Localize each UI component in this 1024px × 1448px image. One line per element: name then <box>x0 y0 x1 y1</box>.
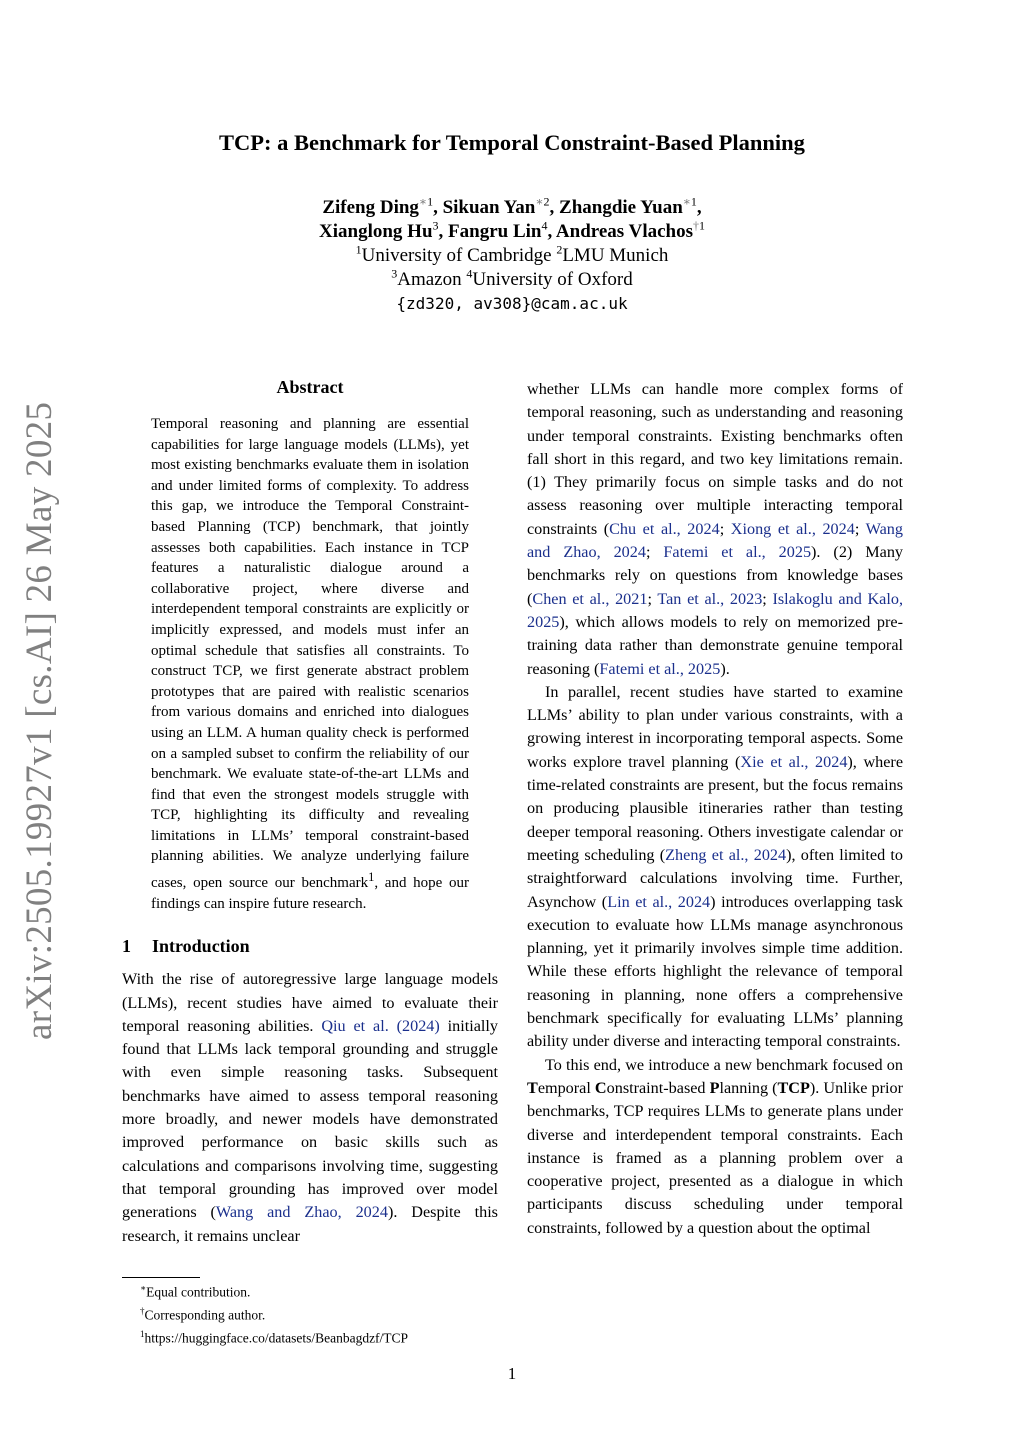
footnote-text: Equal contribution. <box>146 1284 251 1300</box>
affiliation-name: University of Oxford <box>472 269 633 290</box>
affiliation-name: Amazon <box>397 269 462 290</box>
affiliation-line-1 <box>0 244 1024 268</box>
affiliation-number: 2 <box>556 242 563 257</box>
section-title: Introduction <box>152 936 250 957</box>
footnote-mark: † <box>140 1306 145 1316</box>
citation-link[interactable]: Chen et al., 2021 <box>532 589 648 608</box>
author-name: Zhangdie Yuan <box>559 197 683 218</box>
right-column <box>527 378 903 1240</box>
acronym-letter: P <box>709 1078 720 1097</box>
acronym-letter: C <box>594 1078 607 1097</box>
affiliation-name: LMU Munich <box>562 245 669 266</box>
citation-link[interactable]: Xiong et al., 2024 <box>730 519 855 538</box>
paragraph-text: emporal <box>537 1078 595 1097</box>
citation-link[interactable]: Zheng et al., 2024 <box>665 845 787 864</box>
author-line-2: Xianglong Hu$^3$, Fangru Lin$^4$, Andreas Vlachos$^{\dagger 1}$ <box>319 218 705 242</box>
paragraph-text: To this end, we introduce a new benchmark focused on <box>545 1055 903 1074</box>
citation-link[interactable]: Xie et al., 2024 <box>740 752 848 771</box>
citation-link[interactable]: Fatemi et al., 2025 <box>599 659 721 678</box>
paragraph-text: ). Despite this research, it remains unclear <box>122 1203 498 1245</box>
section-heading-introduction <box>122 934 498 958</box>
paragraph-text: ), often limited to straightforward calculations involving time. Further, Asynchow ( <box>527 845 904 911</box>
paragraph-text: initially found that LLMs lack temporal grounding and struggle with even simple reasoning tasks. Subsequent benchmarks have aimed to assess temporal reasoning more broadly, and newer models have demonstrated improved performance on basic skills such as calculations and comparisons involving time, suggesting that temporal grounding has improved over model generations ( <box>122 1016 498 1222</box>
paragraph-text: ). (2) Many benchmarks rely on questions from knowledge bases ( <box>527 543 904 608</box>
footnote-equal-contribution <box>140 1279 500 1302</box>
right-paragraph-1 <box>527 378 903 681</box>
affiliation-line-2 <box>0 268 1024 292</box>
affiliation-number: 3 <box>432 218 439 233</box>
equal-contribution-mark: ∗ <box>535 194 544 209</box>
author-block <box>0 196 1024 316</box>
acronym-letter: T <box>527 1078 538 1097</box>
dataset-url-link[interactable]: https://huggingface.co/datasets/Beanbagdzf/TCP <box>144 1330 409 1346</box>
citation-link[interactable]: Fatemi et al., 2025 <box>663 543 812 562</box>
citation-link[interactable]: Lin et al., 2024 <box>607 892 711 911</box>
abstract-body-end: , and hope our findings can inspire future research. <box>151 875 469 912</box>
abstract-body: Temporal reasoning and planning are essential capabilities for large language models (LLMs), yet most existing benchmarks evaluate them in isolation and under limited forms of complexity. To address this gap, we introduce the Temporal Constraint-based Planning (TCP) benchmark, that jointly assesses both capabilities. Each instance in TCP features a naturalistic dialogue around a collaborative project, where diverse and interdependent temporal constraints are explicitly or implicitly expressed, and models must infer an optimal schedule that satisfies all constraints. To construct TCP, we first generate abstract problem prototypes that are paired with realistic scenarios from various domains and enriched into dialogues using an LLM. A human quality check is performed on a sampled subset to confirm the reliability of our benchmark. We evaluate state-of-the-art LLMs and find that even the strongest models struggle with TCP, highlighting its difficulty and revealing limitations in LLMs’ temporal constraint-based planning abilities. We analyze underlying failure cases, open source our benchmark <box>151 416 469 892</box>
citation-link[interactable]: Qiu et al. (2024) <box>321 1016 440 1035</box>
author-line-1: Zifeng Ding$^{∗1}$, Sikuan Yan$^{∗2}$, Zhangdie Yuan$^{∗1}$, <box>322 194 702 218</box>
footnote-dataset-url <box>140 1325 500 1348</box>
abstract-heading: Abstract <box>276 377 344 397</box>
footnote-text: Corresponding author. <box>144 1307 266 1323</box>
right-paragraph-2 <box>527 681 903 1054</box>
paragraph-text: ) introduces overlapping task execution to evaluate how LLMs manage asynchronous planning, yet it primarily involves simple time addition. While these efforts highlight the relevance of temporal reasoning in planning, none offers a comprehensive benchmark specifically for evaluating LLMs’ planning ability under diverse and interacting temporal constraints. <box>527 892 903 1051</box>
abstract-text <box>151 414 469 914</box>
affiliation-number: 2 <box>543 194 550 209</box>
affiliation-name: University of Cambridge <box>361 245 552 266</box>
paragraph-text: ), which allows models to rely on memorized pre-training data rather than demonstrate genuine temporal reasoning ( <box>527 612 903 678</box>
affiliation-number: 4 <box>466 266 473 281</box>
paragraph-text: ). Unlike prior benchmarks, TCP requires LLMs to generate plans under diverse and interdependent temporal constraints. Each instance is framed as a planning problem over a cooperative project, presented as a dialogue in which participants discuss scheduling under temporal constraints, followed by a question about the optimal <box>527 1078 903 1237</box>
author-name: Zifeng Ding <box>322 197 419 218</box>
affiliation-number: 3 <box>391 266 398 281</box>
left-column <box>122 376 498 1248</box>
paragraph-text: ). <box>720 659 730 678</box>
paragraph-text: With the rise of autoregressive large language models (LLMs), recent studies have aimed to evaluate their temporal reasoning abilities. <box>122 970 498 1035</box>
affiliation-number: 1 <box>427 194 434 209</box>
affiliation-number: 1 <box>355 242 362 257</box>
paragraph-text: whether LLMs can handle more complex forms of temporal reasoning, such as understanding and reasoning under temporal constraints. Existing benchmarks often fall short in this regard, and two key limitations remain. (1) They primarily focus on simple tasks and do not assess reasoning over multiple interacting temporal constraints ( <box>527 380 903 538</box>
affiliation-number: 1 <box>699 218 705 233</box>
footnote-mark: ∗ <box>140 1283 147 1293</box>
affiliation-number: 1 <box>690 194 697 209</box>
right-paragraph-3 <box>527 1054 903 1240</box>
author-name: Xianglong Hu <box>319 221 433 242</box>
paragraph-text: onstraint-based <box>606 1078 710 1097</box>
separator: ; <box>762 589 773 608</box>
equal-contribution-mark: ∗ <box>418 194 428 209</box>
paragraph-text: lanning ( <box>719 1078 778 1097</box>
paper-title: TCP: a Benchmark for Temporal Constraint-Based Planning <box>219 130 805 155</box>
footnote-reference: 1 <box>368 870 375 885</box>
paragraph-text: In parallel, recent studies have started to examine LLMs’ ability to plan under various constraints, with a growing interest in incorporating temporal aspects. Some works explore travel planning ( <box>527 682 903 771</box>
benchmark-acronym: TCP <box>777 1078 810 1097</box>
author-name: Andreas Vlachos <box>555 221 693 242</box>
citation-link[interactable]: Tan et al., 2023 <box>657 589 763 608</box>
citation-link[interactable]: Islakoglu and Kalo, 2025 <box>527 589 903 631</box>
author-name: Fangru Lin <box>448 221 542 242</box>
equal-contribution-mark: ∗ <box>682 194 691 209</box>
separator: ; <box>645 543 664 562</box>
page-number: 1 <box>507 1364 517 1383</box>
intro-paragraph <box>122 968 498 1248</box>
section-number: 1 <box>122 936 131 957</box>
citation-link[interactable]: Chu et al., 2024 <box>609 519 720 538</box>
arxiv-identifier-stamp: arXiv:2505.19927v1 [cs.AI] 26 May 2025 <box>19 401 60 1040</box>
separator: ; <box>719 519 731 538</box>
corresponding-author-mark: † <box>693 218 699 233</box>
affiliation-number: 4 <box>541 218 548 233</box>
separator: ; <box>854 519 866 538</box>
contact-email: {zd320, av308}@cam.ac.uk <box>396 294 628 313</box>
footnote-mark: 1 <box>140 1329 145 1339</box>
separator: ; <box>647 589 658 608</box>
author-name: Sikuan Yan <box>442 197 536 218</box>
footnotes <box>140 1279 500 1348</box>
citation-link[interactable]: Wang and Zhao, 2024 <box>527 519 903 562</box>
footnote-corresponding-author <box>140 1302 500 1325</box>
paragraph-text: ), where time-related constraints are present, but the focus remains on producing plausible itineraries rather than testing deeper temporal reasoning. Others investigate calendar or meeting scheduling ( <box>527 752 904 864</box>
footnote-divider <box>122 1277 200 1278</box>
citation-link[interactable]: Wang and Zhao, 2024 <box>215 1203 388 1222</box>
